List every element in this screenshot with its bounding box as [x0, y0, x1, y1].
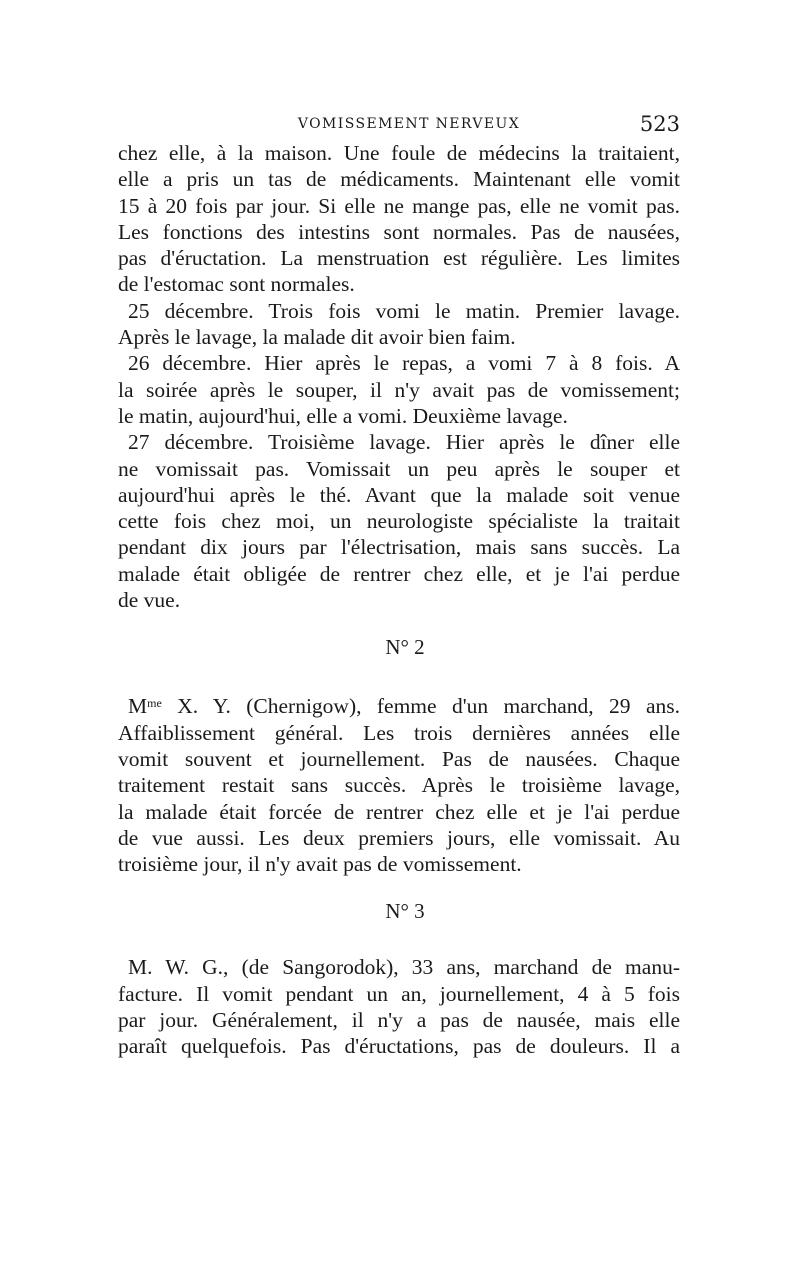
case-heading-3: N° 3 — [385, 899, 425, 924]
page-number: 523 — [639, 112, 680, 136]
text-line: 15 à 20 fois par jour. Si elle ne mange pas, elle ne vomit pas. — [118, 193, 680, 218]
text-line: de vue. — [118, 588, 181, 613]
text-line: facture. Il vomit pendant un an, journellement, 4 à 5 fois — [118, 981, 680, 1006]
text-line: par jour. Généralement, il n'y a pas de nausée, mais elle — [118, 1008, 680, 1033]
text-line: le matin, aujourd'hui, elle a vomi. Deuxième lavage. — [118, 403, 568, 428]
paragraph-2 — [118, 298, 680, 351]
text-line: troisième jour, il n'y avait pas de vomissement. — [118, 852, 522, 877]
text-line: Affaiblissement général. Les trois dernières années elle — [118, 720, 680, 745]
text-line: elle a pris un tas de médicaments. Maintenant elle vomit — [118, 167, 680, 192]
book-page — [118, 112, 680, 1060]
text-line: ne vomissait pas. Vomissait un peu après le souper et — [118, 456, 680, 481]
paragraph-5 — [118, 690, 680, 877]
text-line: de vue aussi. Les deux premiers jours, elle vomissait. Au — [118, 825, 680, 850]
text-line: traitement restait sans succès. Après le troisième lavage, — [118, 773, 680, 798]
text-line: malade était obligée de rentrer chez elle, et je l'ai perdue — [118, 561, 680, 586]
text-line: chez elle, à la maison. Une foule de médecins la traitaient, — [118, 141, 680, 165]
text-line: 25 décembre. Trois fois vomi le matin. Premier lavage. — [128, 298, 680, 323]
text-line: cette fois chez moi, un neurologiste spécialiste la traitait — [118, 509, 680, 534]
running-title: VOMISSEMENT NERVEUX — [297, 116, 521, 132]
page-header — [118, 112, 680, 140]
paragraph-4 — [118, 429, 680, 613]
text-line: aujourd'hui après le thé. Avant que la malade soit venue — [118, 482, 680, 507]
text-line: 27 décembre. Troisième lavage. Hier après le dîner elle — [128, 430, 680, 455]
text-line: de l'estomac sont normales. — [118, 272, 355, 297]
paragraph-6 — [118, 954, 680, 1059]
paragraph-3 — [118, 350, 680, 429]
honorific-superscript: me — [147, 696, 162, 711]
case-heading-2: N° 2 — [385, 635, 425, 660]
text-line: 26 décembre. Hier après le repas, a vomi 7 à 8 fois. A — [128, 351, 680, 376]
text-line: vomit souvent et journellement. Pas de nausées. Chaque — [118, 746, 680, 771]
text-line: Les fonctions des intestins sont normales. Pas de nausées, — [118, 219, 680, 244]
text-line: la malade était forcée de rentrer chez elle et je l'ai perdue — [118, 799, 680, 824]
honorific: M — [128, 694, 148, 719]
text-line: Après le lavage, la malade dit avoir bien faim. — [118, 325, 516, 350]
text-line: M. W. G., (de Sangorodok), 33 ans, marchand de manu- — [128, 955, 680, 980]
text-line: la soirée après le souper, il n'y avait pas de vomissement; — [118, 377, 680, 402]
paragraph-1 — [118, 140, 680, 298]
text-line: pendant dix jours par l'électrisation, mais sans succès. La — [118, 535, 680, 560]
text-line — [118, 690, 680, 719]
text-line: paraît quelquefois. Pas d'éructations, pas de douleurs. Il a — [118, 1034, 680, 1059]
text-line-rest: X. Y. (Chernigow), femme d'un marchand, 29 ans. — [161, 694, 680, 719]
text-line: pas d'éructation. La menstruation est régulière. Les limites — [118, 246, 680, 271]
